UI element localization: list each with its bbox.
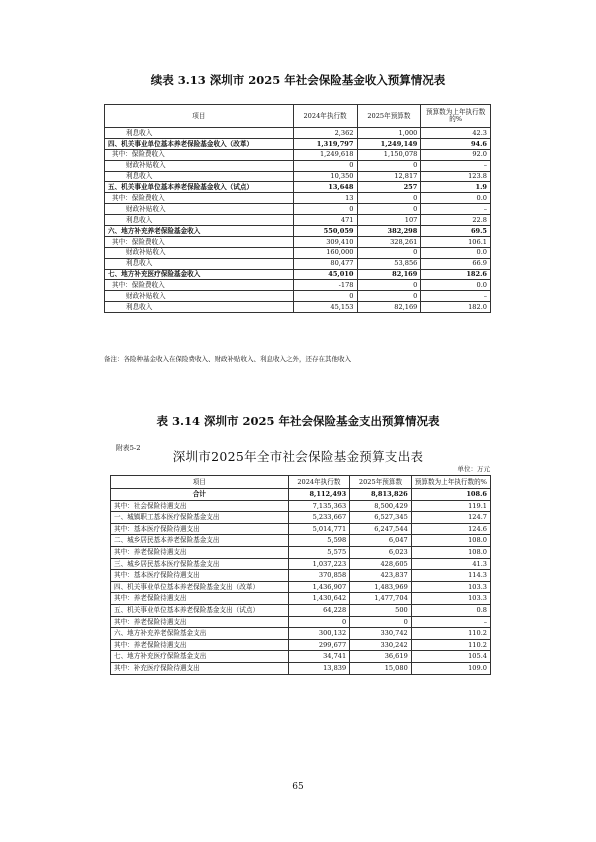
table2-header-pct: 预算数为上年执行数的% <box>411 476 490 489</box>
table-row <box>105 204 491 215</box>
row-label: 利息收入 <box>105 215 294 226</box>
table2-header-2025: 2025年预算数 <box>350 476 412 489</box>
row-budget-2025: 36,619 <box>350 651 412 663</box>
row-exec-2024: 10,350 <box>293 171 357 182</box>
row-exec-2024: 0 <box>293 291 357 302</box>
row-exec-2024: 80,477 <box>293 258 357 269</box>
table-row <box>111 639 491 651</box>
row-budget-2025: 0 <box>350 616 412 628</box>
row-pct: 110.2 <box>411 628 490 640</box>
row-pct: 41.3 <box>411 558 490 570</box>
row-label: 其中：养老保险待遇支出 <box>111 546 289 558</box>
row-label: 二、城乡居民基本养老保险基金支出 <box>111 535 289 547</box>
row-exec-2024: 370,858 <box>288 570 350 582</box>
row-pct: – <box>411 616 490 628</box>
attachment-label: 附表5-2 <box>116 444 141 452</box>
row-budget-2025: 1,150,078 <box>357 149 421 160</box>
row-exec-2024: 1,037,223 <box>288 558 350 570</box>
row-budget-2025: 382,298 <box>357 226 421 237</box>
row-exec-2024: 0 <box>293 160 357 171</box>
row-pct: 110.2 <box>411 639 490 651</box>
row-label: 其中：基本医疗保险待遇支出 <box>111 570 289 582</box>
table-row <box>105 215 491 226</box>
table-row <box>111 535 491 547</box>
row-budget-2025: 8,813,826 <box>350 489 412 501</box>
table-row <box>105 226 491 237</box>
row-label: 其中：基本医疗保险待遇支出 <box>111 523 289 535</box>
table-row <box>105 149 491 160</box>
table1-header-row <box>105 105 491 128</box>
row-pct: 108.6 <box>411 489 490 501</box>
table1-body <box>105 128 491 313</box>
row-pct: 0.0 <box>421 247 491 258</box>
row-label: 其中：补充医疗保险待遇支出 <box>111 662 289 674</box>
table-row <box>105 269 491 280</box>
expenditure-budget-table <box>110 475 491 675</box>
row-pct: 106.1 <box>421 236 491 247</box>
table2-inner-title: 深圳市2025年全市社会保险基金预算支出表 <box>172 449 424 464</box>
row-pct: 0.0 <box>421 280 491 291</box>
table-row <box>111 512 491 524</box>
row-label: 其中：保险费收入 <box>105 236 294 247</box>
row-budget-2025: 330,242 <box>350 639 412 651</box>
row-pct: – <box>421 291 491 302</box>
row-exec-2024: -178 <box>293 280 357 291</box>
row-pct: – <box>421 160 491 171</box>
table-row <box>105 128 491 139</box>
row-budget-2025: 82,169 <box>357 269 421 280</box>
row-pct: 92.0 <box>421 149 491 160</box>
table-row <box>105 236 491 247</box>
row-pct: 0.8 <box>411 604 490 616</box>
row-label: 其中：养老保险待遇支出 <box>111 593 289 605</box>
row-label: 其中：养老保险待遇支出 <box>111 639 289 651</box>
table-row <box>111 616 491 628</box>
row-label: 其中：养老保险待遇支出 <box>111 616 289 628</box>
row-pct: 124.7 <box>411 512 490 524</box>
unit-label: 单位：万元 <box>457 465 490 473</box>
table-row <box>105 258 491 269</box>
row-exec-2024: 5,575 <box>288 546 350 558</box>
table-row <box>111 570 491 582</box>
table-row <box>111 500 491 512</box>
row-pct: 69.5 <box>421 226 491 237</box>
row-budget-2025: 257 <box>357 182 421 193</box>
row-exec-2024: 1,436,907 <box>288 581 350 593</box>
table-row <box>105 302 491 313</box>
row-exec-2024: 5,014,771 <box>288 523 350 535</box>
row-exec-2024: 45,010 <box>293 269 357 280</box>
row-pct: 109.0 <box>411 662 490 674</box>
income-budget-table <box>104 104 491 313</box>
row-exec-2024: 45,153 <box>293 302 357 313</box>
table2-header-2024: 2024年执行数 <box>288 476 350 489</box>
row-pct: 182.0 <box>421 302 491 313</box>
table-row <box>105 160 491 171</box>
row-exec-2024: 160,000 <box>293 247 357 258</box>
row-exec-2024: 13,839 <box>288 662 350 674</box>
row-pct: 119.1 <box>411 500 490 512</box>
row-pct: 124.6 <box>411 523 490 535</box>
table-row <box>111 558 491 570</box>
row-budget-2025: 428,605 <box>350 558 412 570</box>
row-pct: 105.4 <box>411 651 490 663</box>
table1-header-2024: 2024年执行数 <box>293 105 357 128</box>
row-label: 财政补贴收入 <box>105 291 294 302</box>
row-pct: 114.3 <box>411 570 490 582</box>
row-pct: 103.3 <box>411 581 490 593</box>
table-row <box>111 651 491 663</box>
row-pct: 94.6 <box>421 138 491 149</box>
row-exec-2024: 1,430,642 <box>288 593 350 605</box>
page-number: 65 <box>292 782 304 792</box>
row-budget-2025: 6,247,544 <box>350 523 412 535</box>
row-exec-2024: 471 <box>293 215 357 226</box>
table2-title: 表 3.14 深圳市 2025 年社会保险基金支出预算情况表 <box>156 414 440 428</box>
row-budget-2025: 1,483,969 <box>350 581 412 593</box>
row-budget-2025: 0 <box>357 280 421 291</box>
table1-header-pct: 预算数为上年执行数的% <box>421 105 491 128</box>
row-label: 财政补贴收入 <box>105 247 294 258</box>
row-label: 财政补贴收入 <box>105 160 294 171</box>
row-budget-2025: 6,527,345 <box>350 512 412 524</box>
row-label: 其中：保险费收入 <box>105 193 294 204</box>
table-row <box>111 628 491 640</box>
table-row <box>105 193 491 204</box>
table1-note: 备注：各险种基金收入在保险费收入、财政补贴收入、利息收入之外，还存在其他收入 <box>104 355 351 363</box>
row-budget-2025: 500 <box>350 604 412 616</box>
row-label: 利息收入 <box>105 128 294 139</box>
row-label: 其中：社会保险待遇支出 <box>111 500 289 512</box>
row-pct: 103.3 <box>411 593 490 605</box>
row-budget-2025: 107 <box>357 215 421 226</box>
row-pct: 123.8 <box>421 171 491 182</box>
row-budget-2025: 0 <box>357 193 421 204</box>
row-label: 五、机关事业单位基本养老保险基金支出（试点） <box>111 604 289 616</box>
row-label: 合计 <box>111 489 289 501</box>
table-row <box>111 489 491 501</box>
row-exec-2024: 5,598 <box>288 535 350 547</box>
table2-body <box>111 489 491 675</box>
row-budget-2025: 12,817 <box>357 171 421 182</box>
row-label: 七、地方补充医疗保险基金支出 <box>111 651 289 663</box>
row-exec-2024: 0 <box>293 204 357 215</box>
row-label: 六、地方补充养老保险基金收入 <box>105 226 294 237</box>
row-budget-2025: 0 <box>357 160 421 171</box>
row-pct: – <box>421 204 491 215</box>
table-row <box>105 247 491 258</box>
table2-header-item: 项目 <box>111 476 289 489</box>
row-budget-2025: 53,856 <box>357 258 421 269</box>
row-exec-2024: 8,112,493 <box>288 489 350 501</box>
table1-header-2025: 2025年预算数 <box>357 105 421 128</box>
row-label: 五、机关事业单位基本养老保险基金收入（试点） <box>105 182 294 193</box>
row-exec-2024: 13 <box>293 193 357 204</box>
row-budget-2025: 15,080 <box>350 662 412 674</box>
row-budget-2025: 0 <box>357 247 421 258</box>
table-row <box>111 662 491 674</box>
row-pct: 66.9 <box>421 258 491 269</box>
row-exec-2024: 300,132 <box>288 628 350 640</box>
table-row <box>105 182 491 193</box>
table-row <box>105 291 491 302</box>
row-label: 利息收入 <box>105 171 294 182</box>
row-exec-2024: 550,059 <box>293 226 357 237</box>
row-budget-2025: 1,000 <box>357 128 421 139</box>
row-exec-2024: 7,135,363 <box>288 500 350 512</box>
row-label: 一、城镇职工基本医疗保险基金支出 <box>111 512 289 524</box>
row-label: 七、地方补充医疗保险基金收入 <box>105 269 294 280</box>
table-row <box>105 138 491 149</box>
table-row <box>111 546 491 558</box>
row-label: 利息收入 <box>105 258 294 269</box>
row-budget-2025: 0 <box>357 204 421 215</box>
row-pct: 108.0 <box>411 535 490 547</box>
row-pct: 182.6 <box>421 269 491 280</box>
row-exec-2024: 309,410 <box>293 236 357 247</box>
row-exec-2024: 1,249,618 <box>293 149 357 160</box>
table-row <box>111 581 491 593</box>
table1-title: 续表 3.13 深圳市 2025 年社会保险基金收入预算情况表 <box>150 73 446 87</box>
row-label: 利息收入 <box>105 302 294 313</box>
row-pct: 108.0 <box>411 546 490 558</box>
table-row <box>111 593 491 605</box>
row-label: 财政补贴收入 <box>105 204 294 215</box>
table1-header-item: 项目 <box>105 105 294 128</box>
row-budget-2025: 0 <box>357 291 421 302</box>
row-pct: 0.0 <box>421 193 491 204</box>
row-budget-2025: 1,249,149 <box>357 138 421 149</box>
row-budget-2025: 6,047 <box>350 535 412 547</box>
table-row <box>111 523 491 535</box>
row-exec-2024: 1,319,797 <box>293 138 357 149</box>
row-budget-2025: 8,500,429 <box>350 500 412 512</box>
row-exec-2024: 2,362 <box>293 128 357 139</box>
row-pct: 42.3 <box>421 128 491 139</box>
row-label: 四、机关事业单位基本养老保险基金收入（改革） <box>105 138 294 149</box>
row-pct: 1.9 <box>421 182 491 193</box>
row-label: 三、城乡居民基本医疗保险基金支出 <box>111 558 289 570</box>
row-budget-2025: 328,261 <box>357 236 421 247</box>
row-exec-2024: 0 <box>288 616 350 628</box>
table2-header-row <box>111 476 491 489</box>
row-budget-2025: 1,477,704 <box>350 593 412 605</box>
row-exec-2024: 299,677 <box>288 639 350 651</box>
row-budget-2025: 6,023 <box>350 546 412 558</box>
row-label: 其中：保险费收入 <box>105 149 294 160</box>
row-budget-2025: 423,837 <box>350 570 412 582</box>
row-exec-2024: 64,228 <box>288 604 350 616</box>
row-label: 其中：保险费收入 <box>105 280 294 291</box>
row-exec-2024: 13,648 <box>293 182 357 193</box>
row-budget-2025: 330,742 <box>350 628 412 640</box>
row-exec-2024: 34,741 <box>288 651 350 663</box>
row-budget-2025: 82,169 <box>357 302 421 313</box>
row-pct: 22.8 <box>421 215 491 226</box>
table-row <box>105 171 491 182</box>
table-row <box>111 604 491 616</box>
row-label: 六、地方补充养老保险基金支出 <box>111 628 289 640</box>
row-label: 四、机关事业单位基本养老保险基金支出（改革） <box>111 581 289 593</box>
table-row <box>105 280 491 291</box>
row-exec-2024: 5,233,667 <box>288 512 350 524</box>
